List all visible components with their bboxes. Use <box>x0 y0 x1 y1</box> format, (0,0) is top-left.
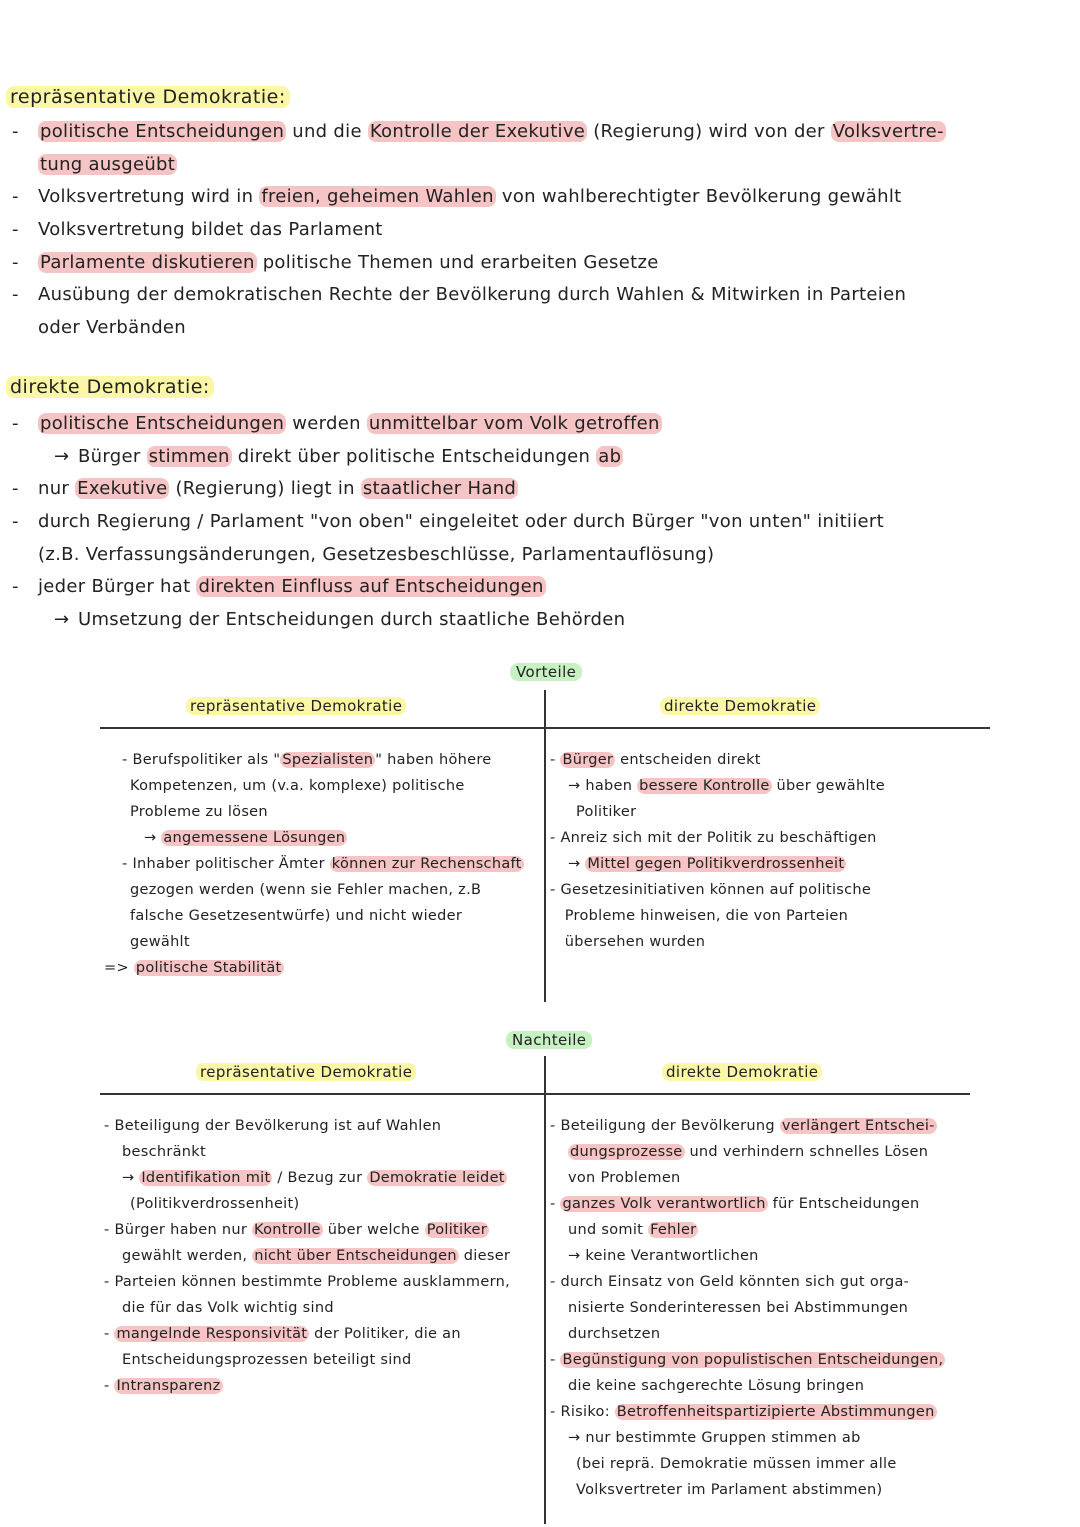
list-line <box>12 312 1072 345</box>
arrow-marker: → <box>568 1248 586 1264</box>
highlighted-text: Demokratie leidet <box>369 1170 505 1186</box>
nachteile-title <box>506 1031 592 1049</box>
highlighted-text: unmittelbar vom Volk getroffen <box>368 413 660 434</box>
highlighted-text: tung ausgeübt <box>40 153 176 175</box>
line-text: von wahlberechtigter Bevölkerung gewählt <box>495 186 902 208</box>
highlighted-text: Bürger <box>562 752 614 768</box>
list-line <box>12 214 1072 247</box>
bullet-marker: - <box>550 1196 561 1212</box>
bullet-marker: - <box>550 882 561 898</box>
table-line <box>550 877 990 903</box>
bullet-marker: - <box>12 284 19 306</box>
bullet-marker: - <box>104 1378 115 1394</box>
table-line <box>104 929 540 955</box>
nachteile-left-head <box>196 1063 416 1081</box>
line-text: gewählt werden, <box>122 1248 253 1264</box>
table-line <box>550 747 990 773</box>
bullet-marker: - <box>550 1274 561 1290</box>
highlighted-text: verlängert Entschei- <box>781 1118 935 1134</box>
table-line <box>550 1399 980 1425</box>
table-line <box>550 929 990 955</box>
highlighted-text: nicht über Entscheidungen <box>254 1248 457 1264</box>
list-line <box>12 473 1072 506</box>
line-text: die für das Volk wichtig sind <box>122 1300 334 1316</box>
rep-heading-text: repräsentative Demokratie: <box>6 86 290 108</box>
line-text: Kompetenzen, um (v.a. komplexe) politische <box>130 778 465 794</box>
line-text: Beteiligung der Bevölkerung <box>560 1118 780 1134</box>
line-text: nisierte Sonderinteressen bei Abstimmungen <box>568 1300 909 1316</box>
bullet-marker: - <box>12 121 19 142</box>
list-line <box>12 571 1072 604</box>
line-text: Inhaber politischer Ämter <box>132 856 330 872</box>
line-text: keine Verantwortlichen <box>585 1248 759 1264</box>
highlighted-text: Exekutive <box>77 478 168 500</box>
line-text: Beteiligung der Bevölkerung ist auf Wahlen <box>114 1118 442 1134</box>
line-text: direkt über politische Entscheidungen <box>231 445 597 467</box>
line-text: Parteien können bestimmte Probleme ausklammern, <box>114 1274 510 1290</box>
vorteile-right-head <box>660 697 820 715</box>
nachteile-left-head-text: repräsentative Demokratie <box>196 1063 416 1081</box>
highlighted-text: Politiker <box>426 1222 488 1238</box>
table-line <box>104 1217 540 1243</box>
line-text: Volksvertreter im Parlament abstimmen) <box>576 1482 883 1498</box>
highlighted-text: politische Entscheidungen <box>40 413 285 434</box>
highlighted-text: Identifikation mit <box>141 1170 271 1186</box>
bullet-marker: - <box>12 511 19 533</box>
vorteile-left-column <box>104 747 540 981</box>
line-text: durch Regierung / Parlament "von oben" eingeleitet oder durch Bürger "von unten" initiiert <box>38 511 884 533</box>
rep-bullets <box>12 116 1072 345</box>
bullet-marker: - <box>12 251 19 273</box>
bullet-marker: - <box>12 413 19 434</box>
table-line <box>550 1217 980 1243</box>
line-text: gezogen werden (wenn sie Fehler machen, z.B <box>130 882 482 898</box>
line-text: Gesetzesinitiativen können auf politische <box>560 882 872 898</box>
highlighted-text: ab <box>598 445 622 467</box>
nachteile-right-head-text: direkte Demokratie <box>662 1063 822 1081</box>
bullet-marker: - <box>12 576 19 598</box>
table-line <box>104 1295 540 1321</box>
highlighted-text: Fehler <box>650 1222 697 1238</box>
bullet-marker: - <box>550 1404 561 1420</box>
bullet-marker: - <box>550 1118 561 1134</box>
bullet-marker: - <box>104 1222 115 1238</box>
arrow-marker: → <box>144 830 162 846</box>
highlighted-text: politische Stabilität <box>135 960 282 976</box>
bullet-marker: - <box>104 1326 115 1342</box>
table-line <box>104 1269 540 1295</box>
list-line <box>12 279 1072 312</box>
line-text: Politiker <box>576 804 637 820</box>
table-line <box>550 1139 980 1165</box>
line-text: und die <box>286 121 368 142</box>
highlighted-text: mangelnde Responsivität <box>116 1326 308 1342</box>
table-line <box>550 1425 980 1451</box>
table-line <box>104 955 540 981</box>
table-line <box>550 1347 980 1373</box>
line-text: oder Verbänden <box>38 317 186 339</box>
highlighted-text: Begünstigung von populistischen Entscheidungen, <box>562 1352 944 1368</box>
table-line <box>550 1295 980 1321</box>
highlighted-text: Mittel gegen Politikverdrossenheit <box>587 856 845 872</box>
dir-heading-text: direkte Demokratie: <box>6 376 214 398</box>
table-line <box>104 1321 540 1347</box>
line-text: Probleme zu lösen <box>130 804 268 820</box>
line-text: dieser <box>458 1248 511 1264</box>
highlighted-text: dungsprozesse <box>570 1144 683 1160</box>
table-line <box>550 1243 980 1269</box>
line-text: / Bezug zur <box>272 1170 368 1186</box>
line-text: Bürger haben nur <box>114 1222 253 1238</box>
line-text: Volksvertretung wird in <box>38 186 260 208</box>
arrow-marker: → <box>54 445 70 467</box>
line-text: die keine sachgerechte Lösung bringen <box>568 1378 865 1394</box>
list-line <box>12 539 1072 572</box>
vorteile-title-text: Vorteile <box>510 663 582 681</box>
arrow-marker: → <box>568 778 586 794</box>
table-line <box>104 877 540 903</box>
line-text: Bürger <box>78 445 147 467</box>
arrow-marker: → <box>54 609 70 631</box>
table-line <box>104 1373 540 1399</box>
table-line <box>550 1451 980 1477</box>
table-line <box>104 1191 540 1217</box>
list-line <box>12 408 1072 441</box>
line-text: von Problemen <box>568 1170 681 1186</box>
bullet-marker: - <box>12 186 19 208</box>
line-text: für Entscheidungen <box>767 1196 920 1212</box>
table-line <box>104 1165 540 1191</box>
table-line <box>550 799 990 825</box>
list-line <box>12 116 1072 149</box>
nachteile-column-divider <box>544 1056 546 1524</box>
line-text: (Politikverdrossenheit) <box>130 1196 300 1212</box>
table-line <box>550 1269 980 1295</box>
vorteile-right-column <box>550 747 990 955</box>
line-text: durch Einsatz von Geld könnten sich gut orga- <box>560 1274 910 1290</box>
highlighted-text: bessere Kontrolle <box>639 778 770 794</box>
table-line <box>104 825 540 851</box>
table-line <box>104 851 540 877</box>
list-line <box>12 149 1072 182</box>
line-text: nur <box>38 478 76 500</box>
dir-bullets <box>12 408 1072 637</box>
highlighted-text: Spezialisten <box>282 752 374 768</box>
table-line <box>104 747 540 773</box>
bullet-marker: - <box>550 1352 561 1368</box>
table-line <box>104 1113 540 1139</box>
line-text: Berufspolitiker als " <box>132 752 281 768</box>
highlighted-text: staatlicher Hand <box>362 478 517 500</box>
vorteile-column-divider <box>544 690 546 1002</box>
line-text: über welche <box>322 1222 425 1238</box>
highlighted-text: direkten Einfluss auf Entscheidungen <box>198 576 544 598</box>
line-text: (z.B. Verfassungsänderungen, Gesetzesbeschlüsse, Parlamentauflösung) <box>38 543 715 565</box>
line-text: (Regierung) wird von der <box>587 121 831 142</box>
line-text: der Politiker, die an <box>309 1326 461 1342</box>
line-text: entscheiden direkt <box>615 752 761 768</box>
line-text: (Regierung) liegt in <box>169 478 361 500</box>
line-text: Risiko: <box>560 1404 615 1420</box>
table-line <box>550 1191 980 1217</box>
rep-heading <box>6 86 290 108</box>
line-text: Umsetzung der Entscheidungen durch staatliche Behörden <box>78 609 626 631</box>
table-line <box>104 1347 540 1373</box>
line-text: Anreiz sich mit der Politik zu beschäftigen <box>560 830 877 846</box>
highlighted-text: freien, geheimen Wahlen <box>261 186 494 208</box>
line-text: haben <box>585 778 638 794</box>
line-text: Volksvertretung bildet das Parlament <box>38 219 383 241</box>
nachteile-title-text: Nachteile <box>506 1031 592 1049</box>
highlighted-text: stimmen <box>148 445 230 467</box>
list-line <box>12 247 1072 280</box>
list-line <box>12 604 1072 637</box>
list-line <box>12 181 1072 214</box>
bullet-marker: - <box>12 219 19 241</box>
line-text: falsche Gesetzesentwürfe) und nicht wieder <box>130 908 463 924</box>
table-line <box>550 1321 980 1347</box>
bullet-marker: - <box>12 478 19 500</box>
nachteile-left-column <box>104 1113 540 1399</box>
highlighted-text: ganzes Volk verantwortlich <box>562 1196 766 1212</box>
highlighted-text: Intransparenz <box>116 1378 221 1394</box>
line-text: politische Themen und erarbeiten Gesetze <box>256 251 659 273</box>
table-line <box>550 773 990 799</box>
arrow-marker: → <box>122 1170 140 1186</box>
line-text: gewählt <box>130 934 190 950</box>
list-line <box>12 506 1072 539</box>
bullet-marker: - <box>122 752 133 768</box>
highlighted-text: Betroffenheitspartizipierte Abstimmungen <box>616 1404 935 1420</box>
list-line <box>12 441 1072 474</box>
table-line <box>104 799 540 825</box>
arrow-marker: → <box>568 1430 586 1446</box>
dir-heading <box>6 376 214 398</box>
line-text: Probleme hinweisen, die von Parteien <box>550 908 849 924</box>
line-text: nur bestimmte Gruppen stimmen ab <box>585 1430 861 1446</box>
highlighted-text: Volksvertre- <box>832 121 944 142</box>
table-line <box>104 1139 540 1165</box>
table-line <box>550 825 990 851</box>
highlighted-text: Kontrolle <box>254 1222 321 1238</box>
line-text: werden <box>286 413 367 434</box>
table-line <box>550 1477 980 1503</box>
line-text: durchsetzen <box>568 1326 661 1342</box>
line-text: Entscheidungsprozessen beteiligt sind <box>122 1352 412 1368</box>
table-line <box>550 851 990 877</box>
line-text: beschränkt <box>122 1144 206 1160</box>
bullet-marker: - <box>122 856 133 872</box>
bullet-marker: - <box>550 830 561 846</box>
nachteile-right-head <box>662 1063 822 1081</box>
vorteile-left-head-text: repräsentative Demokratie <box>186 697 406 715</box>
table-line <box>550 1165 980 1191</box>
line-text: und verhindern schnelles Lösen <box>684 1144 929 1160</box>
table-line <box>550 1373 980 1399</box>
line-text: und somit <box>568 1222 649 1238</box>
line-text: " haben höhere <box>375 752 492 768</box>
highlighted-text: politische Entscheidungen <box>40 121 285 142</box>
bullet-marker: - <box>550 752 561 768</box>
table-line <box>104 773 540 799</box>
line-text: (bei reprä. Demokratie müssen immer alle <box>576 1456 897 1472</box>
bullet-marker: - <box>104 1274 115 1290</box>
nachteile-right-column <box>550 1113 980 1503</box>
highlighted-text: Parlamente diskutieren <box>40 251 255 273</box>
table-line <box>104 1243 540 1269</box>
vorteile-right-head-text: direkte Demokratie <box>660 697 820 715</box>
bullet-marker: => <box>104 960 134 976</box>
vorteile-left-head <box>186 697 406 715</box>
line-text: übersehen wurden <box>550 934 706 950</box>
bullet-marker: - <box>104 1118 115 1134</box>
line-text: jeder Bürger hat <box>38 576 197 598</box>
highlighted-text: angemessene Lösungen <box>163 830 346 846</box>
highlighted-text: Kontrolle der Exekutive <box>369 121 586 142</box>
arrow-marker: → <box>568 856 586 872</box>
table-line <box>550 903 990 929</box>
table-line <box>104 903 540 929</box>
line-text: über gewählte <box>771 778 886 794</box>
table-line <box>550 1113 980 1139</box>
vorteile-title <box>510 663 582 681</box>
highlighted-text: können zur Rechenschaft <box>331 856 522 872</box>
line-text: Ausübung der demokratischen Rechte der Bevölkerung durch Wahlen & Mitwirken in Parteien <box>38 284 907 306</box>
nachteile-header-rule <box>100 1093 970 1095</box>
